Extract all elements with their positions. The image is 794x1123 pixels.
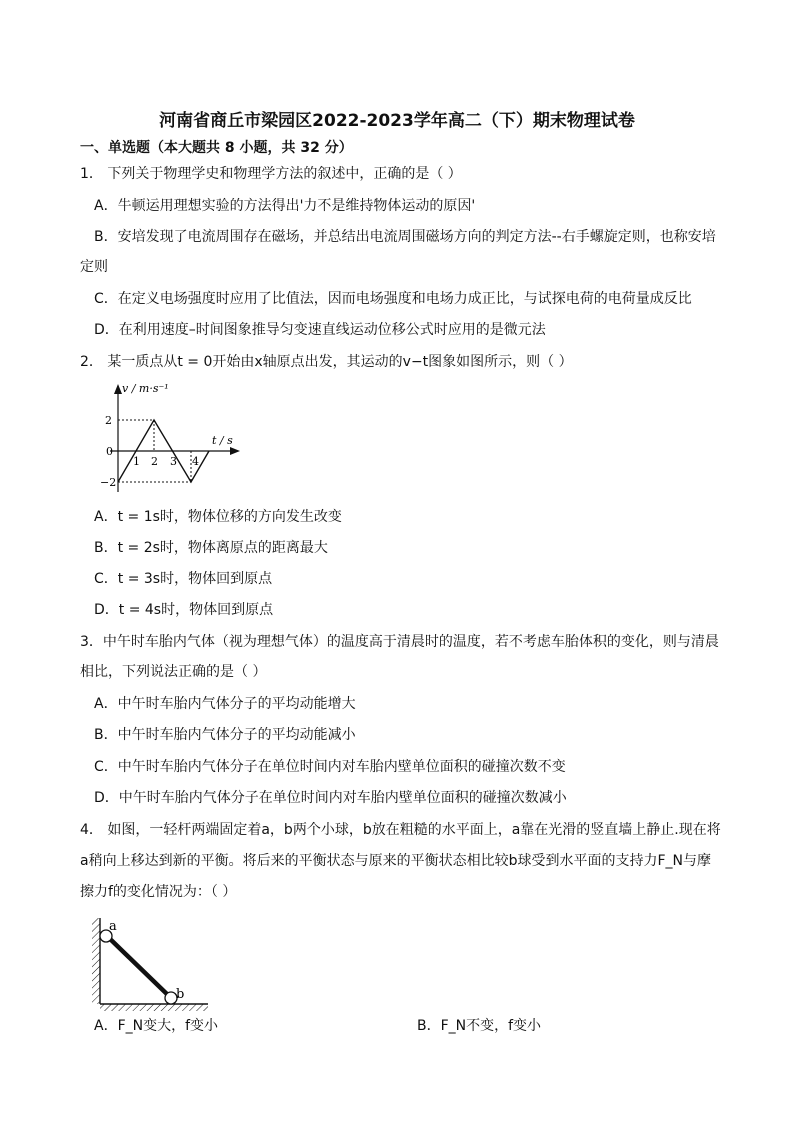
q2-option-a: A．t = 1s时，物体位移的方向发生改变 — [94, 509, 342, 525]
ball-a-label: a — [109, 919, 117, 934]
rod — [107, 936, 170, 997]
q1-option-d: D．在利用速度–时间图象推导匀变速直线运动位移公式时应用的是微元法 — [94, 322, 546, 338]
q3-stem-line2: 相比，下列说法正确的是（ ） — [80, 664, 267, 680]
x-axis-label: t / s — [212, 434, 233, 447]
q4-stem-line1: 4． 如图，一轻杆两端固定着a，b两个小球，b放在粗糙的水平面上，a靠在光滑的竖直墙上静止.现在将 — [80, 822, 721, 838]
rod-diagram — [90, 912, 220, 1012]
q4-stem-line2: a稍向上移达到新的平衡。将后来的平衡状态与原来的平衡状态相比较b球受到水平面的支持力F_N与摩 — [80, 853, 711, 869]
q1-option-b: B．安培发现了电流周围存在磁场，并总结出电流周围磁场方向的判定方法--右手螺旋定则，也称安培 — [94, 229, 716, 245]
q1-option-a: A．牛顿运用理想实验的方法得出'力不是维持物体运动的原因' — [94, 198, 476, 214]
vt-graph — [100, 380, 250, 500]
floor-hatching — [100, 1004, 208, 1011]
ball-b-label: b — [176, 987, 185, 1002]
section-heading: 一、单选题（本大题共 8 小题，共 32 分） — [80, 140, 353, 156]
x-tick-2: 2 — [151, 455, 158, 468]
q3-option-a: A．中午时车胎内气体分子的平均动能增大 — [94, 696, 356, 712]
q3-option-b: B．中午时车胎内气体分子的平均动能减小 — [94, 727, 356, 743]
q3-option-c: C．中午时车胎内气体分子在单位时间内对车胎内壁单位面积的碰撞次数不变 — [94, 759, 566, 775]
q4-option-b: B．F_N不变，f变小 — [417, 1018, 542, 1034]
page-title: 河南省商丘市梁园区2022-2023学年高二（下）期末物理试卷 — [159, 111, 635, 131]
y-tick-0: 0 — [106, 445, 113, 458]
y-axis-label: v / m·s⁻¹ — [122, 382, 169, 395]
q4-option-a: A．F_N变大，f变小 — [94, 1018, 219, 1034]
y-tick-neg2: −2 — [100, 476, 117, 489]
q1-option-c: C．在定义电场强度时应用了比值法，因而电场强度和电场力成正比，与试探电荷的电荷量成反比 — [94, 291, 692, 307]
x-tick-3: 3 — [170, 455, 177, 468]
y-tick-2: 2 — [105, 414, 112, 427]
x-tick-1: 1 — [133, 455, 140, 468]
q2-option-b: B．t = 2s时，物体离原点的距离最大 — [94, 540, 328, 556]
q3-option-d: D．中午时车胎内气体分子在单位时间内对车胎内壁单位面积的碰撞次数减小 — [94, 790, 567, 806]
q2-stem: 2． 某一质点从t = 0开始由x轴原点出发，其运动的v−t图象如图所示，则（ ） — [80, 354, 573, 370]
wall-hatching — [92, 918, 100, 1004]
q3-stem-line1: 3．中午时车胎内气体（视为理想气体）的温度高于清晨时的温度，若不考虑车胎体积的变化，则与清晨 — [80, 634, 719, 650]
y-axis-arrow — [114, 384, 122, 394]
q4-stem-line3: 擦力f的变化情况为：（ ） — [80, 884, 237, 900]
q2-option-c: C．t = 3s时，物体回到原点 — [94, 571, 273, 587]
q1-stem: 1． 下列关于物理学史和物理学方法的叙述中，正确的是（ ） — [80, 166, 462, 182]
x-axis-arrow — [230, 447, 240, 455]
q1-option-b-cont: 定则 — [80, 259, 108, 275]
x-tick-4: 4 — [192, 455, 199, 468]
q2-option-d: D．t = 4s时，物体回到原点 — [94, 602, 274, 618]
